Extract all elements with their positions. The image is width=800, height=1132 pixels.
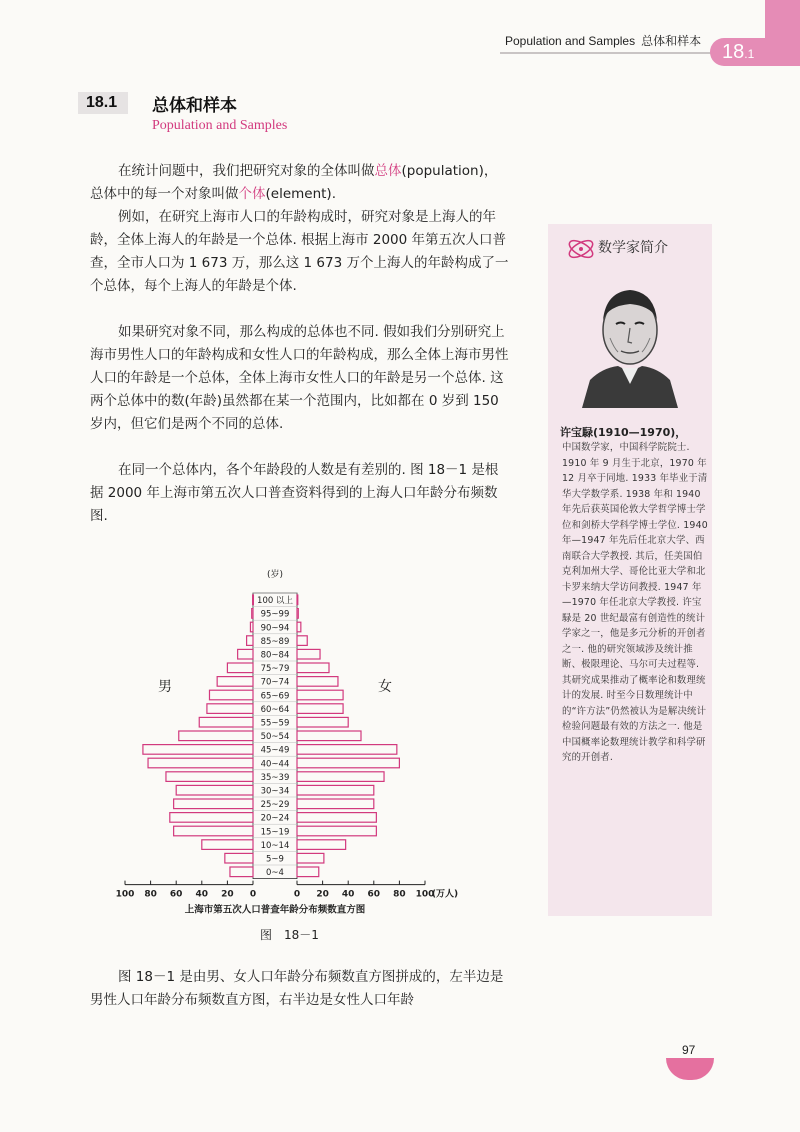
x-tick-label: 60 (367, 889, 381, 900)
bar-male (170, 813, 253, 823)
chart-title: 上海市第五次人口普查年龄分布频数直方图 (184, 904, 366, 916)
age-tick-label: 15~19 (260, 827, 290, 838)
bar-male (199, 717, 253, 727)
atom-logo-icon (566, 234, 596, 264)
para-text: 图 18－1 是由男、女人口年龄分布频数直方图拼成的，左半边是男性人口年龄分布频数直方图，右半边是女性人口年龄 (90, 969, 504, 1008)
male-label: 男 (158, 679, 172, 695)
para-text: 在同一个总体内，各个年龄段的人数是有差别的. 图 18－1 是根据 2000 年上海市第五次人口普查资料得到的上海人口年龄分布频数图. (90, 462, 499, 524)
para-text: 例如，在研究上海市人口的年龄构成时，研究对象是上海人的年龄，全体上海人的年龄是一个总体. 根据上海市 2000 年第五次人口普查，全市人口为 1 673 万，那么这 1 673 万个上海人的年龄构成了一个总体，每个上海人的年龄是个体. (90, 209, 509, 294)
paragraph-age-groups (90, 459, 510, 528)
bar-female (297, 840, 346, 850)
bar-female (297, 813, 376, 823)
age-tick-label: 50~54 (260, 732, 290, 743)
female-label: 女 (378, 679, 392, 695)
page-number: 97 (682, 1043, 696, 1057)
para-text: (population)，总体中的每一个对象叫做 (90, 163, 498, 202)
age-tick-label: 30~34 (260, 786, 290, 797)
bar-male (247, 636, 253, 646)
section-tab-number: 18 (722, 41, 745, 63)
bar-male (250, 622, 253, 632)
bar-female (297, 853, 324, 863)
y-axis-unit-label: (岁) (266, 570, 284, 580)
bar-female (297, 799, 374, 809)
bar-female (297, 622, 301, 632)
age-tick-label: 65~69 (260, 691, 290, 702)
bar-male (202, 840, 253, 850)
term-element: 个体 (238, 186, 266, 202)
bar-female (297, 826, 376, 836)
bar-female (297, 745, 397, 755)
section-tab (710, 38, 800, 66)
bar-male (209, 690, 253, 700)
bar-female (297, 758, 399, 768)
header-title-zh: 总体和样本 (641, 34, 702, 48)
age-tick-label: 25~29 (260, 800, 290, 811)
bar-male (253, 595, 254, 605)
bar-male (174, 799, 253, 809)
bar-male (225, 853, 253, 863)
age-tick-label: 95~99 (260, 609, 290, 620)
bar-female (297, 717, 348, 727)
term-population: 总体 (374, 163, 402, 179)
x-tick-label: 0 (249, 889, 257, 900)
bar-male (166, 772, 253, 782)
bar-female (297, 677, 338, 687)
x-axis-unit-label: (万人) (431, 889, 459, 900)
x-tick-label: 60 (169, 889, 183, 900)
x-tick-label: 0 (293, 889, 301, 900)
bar-female (297, 690, 343, 700)
age-tick-label: 10~14 (260, 840, 290, 851)
age-tick-label: 90~94 (260, 623, 290, 634)
bar-male (174, 826, 253, 836)
mathematician-bio: 中国数学家，中国科学院院士. 1910 年 9 月生于北京，1970 年 12 月卒于同地. 1933 年毕业于清华大学数学系. 1938 年和 1940 年先后获英国伦敦大学哲学博士学位和剑桥大学科学博士学位. 1940 年—1947 年先后任北京大学、西南联合大学教授. 其后，任美国伯克利加州大学、哥伦比亚大学和北卡罗来纳大学访问教授. 1947 年—1970 年任北京大学教授. 许宝騄是 20 世纪最富有创造性的统计学家之一，他是多元分析的开创者之一. 他的研究领域涉及统计推断、极限理论、马尔可夫过程等. 其研究成果推动了概率论和数理统计的发展. 时至今日数理统计中的“许方法”仍然被认为是解决统计检验问题最有效的方法之一. 他是中国概率论数理统计教学和科学研究的开创者. (562, 442, 708, 763)
bar-female (297, 772, 384, 782)
x-tick-label: 20 (316, 889, 329, 900)
bar-female (297, 609, 298, 619)
age-tick-label: 55~59 (260, 718, 290, 729)
paragraph-different-populations (90, 321, 510, 436)
paragraph-example (90, 206, 510, 298)
age-tick-label: 75~79 (260, 664, 290, 675)
bar-female (297, 731, 361, 741)
page-tab-decoration (666, 1058, 714, 1080)
running-header (505, 32, 701, 49)
mathematician-name: 许宝騄(1910—1970)， (560, 426, 687, 439)
paragraph-figure-explanation (90, 966, 510, 1012)
age-tick-label: 80~84 (260, 650, 290, 661)
x-tick-label: 80 (144, 889, 157, 900)
sidebar-title: 数学家简介 (598, 240, 668, 256)
bar-male (207, 704, 253, 714)
age-tick-label: 85~89 (260, 636, 290, 647)
bar-male (143, 745, 253, 755)
para-text: 如果研究对象不同，那么构成的总体也不同. 假如我们分别研究上海市男性人口的年龄构成和女性人口的年龄构成，那么全体上海市男性人口的年龄是一个总体，全体上海市女性人口的年龄是另一个总体. 这两个总体中的数(年龄)虽然都在某一个范围内，比如都在 0 岁到 150 岁内，但它们是两个不同的总体. (90, 324, 509, 432)
bar-male (238, 649, 253, 659)
age-tick-label: 20~24 (260, 813, 290, 824)
section-tab-sub: .1 (744, 47, 755, 61)
bar-female (297, 867, 319, 877)
x-tick-label: 40 (195, 889, 209, 900)
bar-male (230, 867, 253, 877)
bar-male (252, 609, 253, 619)
para-text: (element). (265, 186, 336, 202)
population-pyramid-chart (110, 548, 459, 916)
bar-female (297, 595, 298, 605)
age-tick-label: 5~9 (266, 854, 284, 865)
age-tick-label: 40~44 (260, 759, 290, 770)
bar-female (297, 704, 343, 714)
para-text: 在统计问题中，我们把研究对象的全体叫做 (118, 163, 375, 179)
bar-male (148, 758, 253, 768)
figure-label: 图 18－1 (260, 928, 319, 942)
bar-male (176, 785, 253, 795)
bar-female (297, 785, 374, 795)
x-tick-label: 100 (115, 889, 135, 900)
age-tick-label: 60~64 (260, 704, 290, 715)
corner-decoration (765, 0, 800, 40)
bar-female (297, 649, 320, 659)
bar-male (217, 677, 253, 687)
x-tick-label: 100 (415, 889, 435, 900)
portrait-image (572, 272, 688, 408)
age-tick-label: 70~74 (260, 677, 290, 688)
age-tick-label: 100 以上 (257, 596, 293, 607)
x-tick-label: 80 (393, 889, 406, 900)
bar-male (227, 663, 253, 673)
paragraph-definition (90, 160, 510, 206)
x-tick-label: 40 (341, 889, 355, 900)
section-number: 18.1 (86, 94, 118, 111)
age-tick-label: 0~4 (266, 868, 284, 879)
bar-female (297, 663, 329, 673)
bar-male (179, 731, 253, 741)
age-tick-label: 45~49 (260, 745, 290, 756)
header-title-en: Population and Samples (505, 34, 636, 48)
bar-female (297, 636, 307, 646)
section-subtitle: Population and Samples (152, 118, 288, 133)
x-tick-label: 20 (221, 889, 234, 900)
section-title: 总体和样本 (152, 96, 237, 116)
age-tick-label: 35~39 (260, 772, 290, 783)
